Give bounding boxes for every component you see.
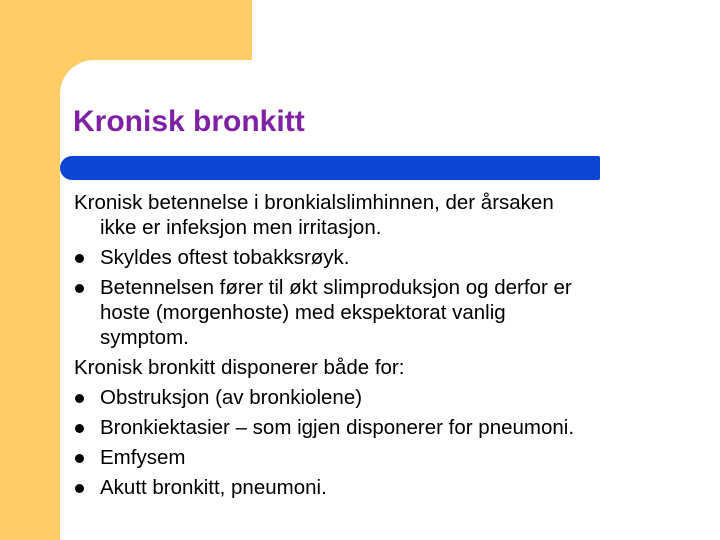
- body-line-continued: ikke er infeksjon men irritasjon.: [100, 216, 382, 239]
- bullet-item: [74, 413, 694, 443]
- bullet-icon: [75, 394, 84, 403]
- bullet-text: Obstruksjon (av bronkiolene): [100, 386, 363, 409]
- bullet-item: [74, 243, 694, 273]
- body-line-continued: symptom.: [100, 326, 189, 349]
- slide-title: Kronisk bronkitt: [73, 105, 305, 138]
- bullet-text: Betennelsen fører til økt slimproduksjon og derfor er: [100, 276, 572, 299]
- body-line: Kronisk betennelse i bronkialslimhinnen, der årsaken: [74, 191, 554, 214]
- bullet-item: [74, 443, 694, 473]
- bullet-item: [74, 383, 694, 413]
- body-line-continued: hoste (morgenhoste) med ekspektorat vanlig: [100, 301, 506, 324]
- bullet-text: Akutt bronkitt, pneumoni.: [100, 476, 327, 499]
- body-line: Kronisk bronkitt disponerer både for:: [74, 356, 405, 379]
- bullet-item: [74, 473, 694, 503]
- title-underline-bar: [60, 156, 600, 180]
- slide-body: [74, 188, 694, 503]
- bullet-text: Skyldes oftest tobakksrøyk.: [100, 246, 350, 269]
- bullet-icon: [75, 284, 84, 293]
- bullet-text: Bronkiektasier – som igjen disponerer for pneumoni.: [100, 416, 575, 439]
- bullet-icon: [75, 454, 84, 463]
- bullet-text: Emfysem: [100, 446, 186, 469]
- bullet-icon: [75, 424, 84, 433]
- bullet-icon: [75, 254, 84, 263]
- bullet-icon: [75, 484, 84, 493]
